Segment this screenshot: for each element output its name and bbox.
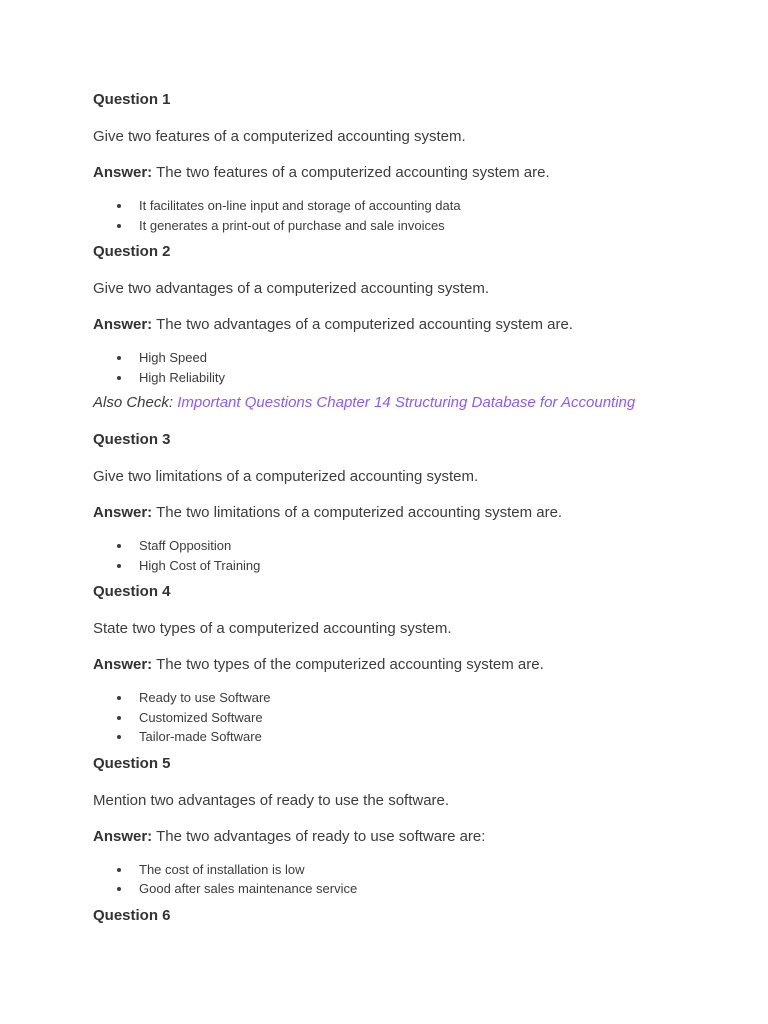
question-text: Give two advantages of a computerized accounting system. xyxy=(93,280,490,297)
answer-list xyxy=(93,860,733,899)
list-item: High Cost of Training xyxy=(139,556,733,576)
list-item: Tailor-made Software xyxy=(139,727,733,747)
answer-text: The two advantages of ready to use software are: xyxy=(152,827,486,845)
answer-text: The two limitations of a computerized accounting system are. xyxy=(152,504,563,521)
answer-list xyxy=(93,196,733,235)
question-block-6 xyxy=(93,906,733,926)
answer xyxy=(93,655,733,675)
question-block-3 xyxy=(93,430,733,575)
question-title: Question 6 xyxy=(93,906,171,924)
question-text: State two types of a computerized accounting system. xyxy=(93,620,452,637)
answer-label: Answer: xyxy=(93,504,153,521)
answer-text: The two advantages of a computerized accounting system are. xyxy=(152,316,573,333)
question-text: Give two features of a computerized accounting system. xyxy=(93,128,466,145)
question-title: Question 3 xyxy=(93,431,171,448)
answer xyxy=(93,163,733,183)
list-item: Ready to use Software xyxy=(139,688,733,708)
question-block-5 xyxy=(93,754,733,899)
answer-list xyxy=(93,348,733,387)
question-title: Question 4 xyxy=(93,583,171,600)
answer-label: Answer: xyxy=(93,164,153,181)
list-item: Good after sales maintenance service xyxy=(139,879,733,899)
list-item: Customized Software xyxy=(139,708,733,728)
question-text: Give two limitations of a computerized accounting system. xyxy=(93,468,479,485)
question-block-4 xyxy=(93,582,733,747)
list-item: High Speed xyxy=(139,348,733,368)
list-item: It generates a print-out of purchase and sale invoices xyxy=(139,216,733,236)
answer-list xyxy=(93,688,733,747)
answer xyxy=(93,827,733,847)
list-item: Staff Opposition xyxy=(139,536,733,556)
answer-label: Answer: xyxy=(93,656,153,673)
question-title: Question 5 xyxy=(93,754,171,772)
answer xyxy=(93,315,733,335)
also-check-label: Also Check: xyxy=(93,394,178,411)
answer xyxy=(93,503,733,523)
list-item: The cost of installation is low xyxy=(139,860,733,880)
answer-list xyxy=(93,536,733,575)
answer-text: The two features of a computerized accounting system are. xyxy=(152,164,550,181)
also-check-link[interactable]: Important Questions Chapter 14 Structuring Database for Accounting xyxy=(177,394,636,411)
question-block-2 xyxy=(93,242,733,387)
list-item: High Reliability xyxy=(139,368,733,388)
answer-text: The two types of the computerized accounting system are. xyxy=(152,656,544,673)
answer-label: Answer: xyxy=(93,827,153,845)
question-text: Mention two advantages of ready to use the software. xyxy=(93,791,450,809)
answer-label: Answer: xyxy=(93,316,153,333)
article-content xyxy=(93,90,733,926)
list-item: It facilitates on-line input and storage of accounting data xyxy=(139,196,733,216)
also-check xyxy=(93,393,733,413)
question-title: Question 2 xyxy=(93,243,171,260)
question-block-1 xyxy=(93,90,733,235)
question-title: Question 1 xyxy=(93,91,171,108)
